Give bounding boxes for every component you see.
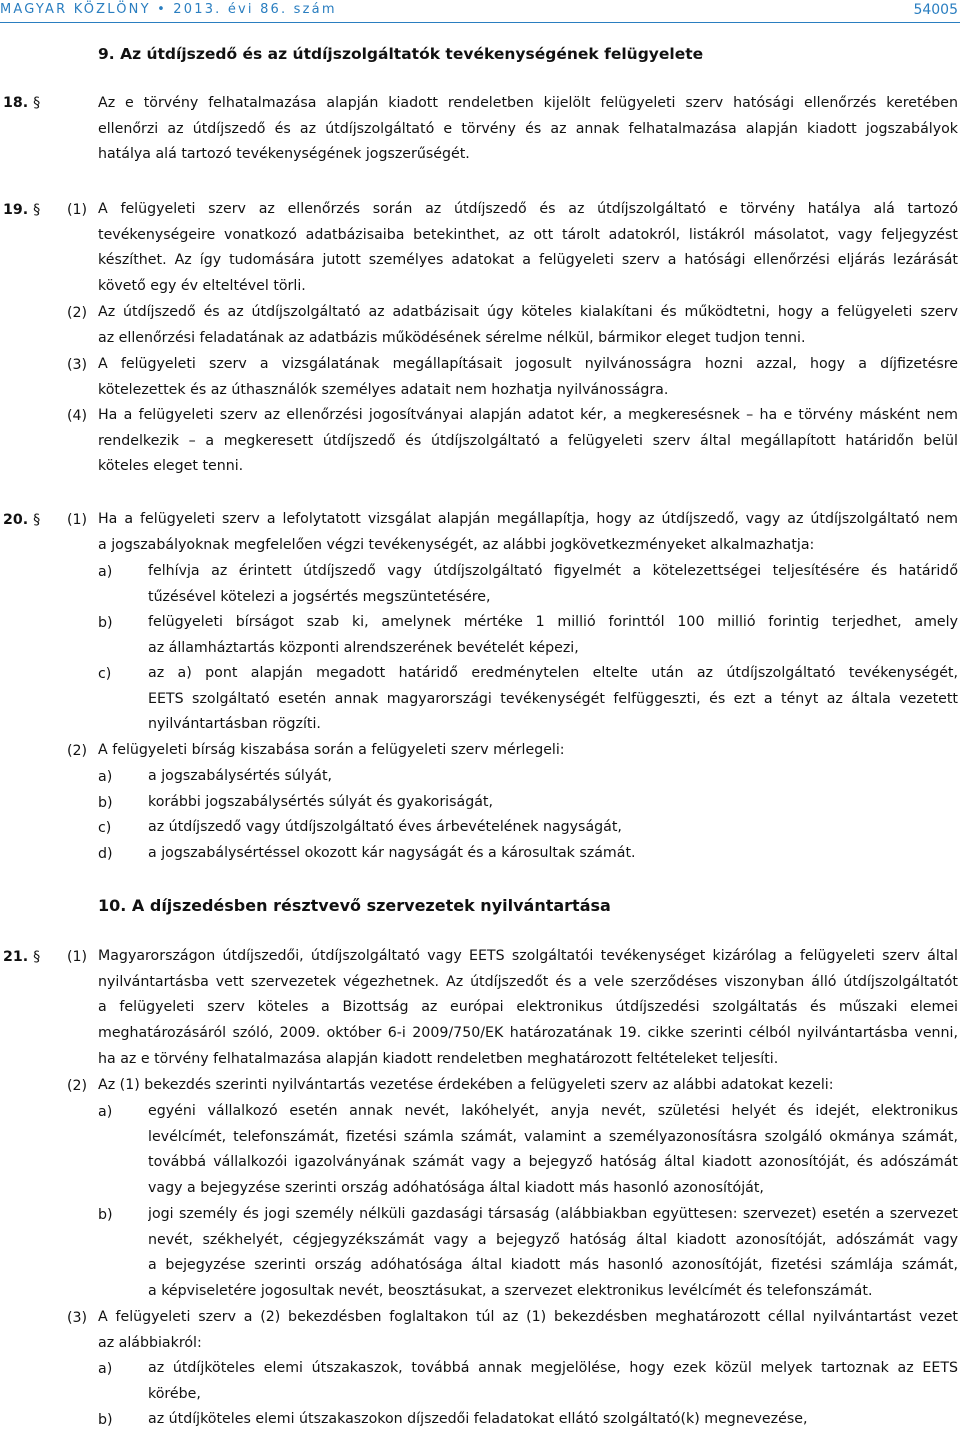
text-line: tevékenységeire vonatkozó adatbázisaiba betekinthet, az ott tárolt adatokról, listákról másolatot, vagy feljegyzést <box>98 226 958 243</box>
text-line: az útdíjszedő vagy útdíjszolgáltató éves árbevételének nagyságát, <box>148 819 622 835</box>
text-line: az ellenőrzési feladatának az adatbázis működésének sérelme nélkül, bármikor eleget tudjon tenni. <box>98 329 806 346</box>
section-20-item-b <box>148 610 958 661</box>
text-line: levélcímét, telefonszámát, fizetési számla számát, valamint a személyazonosításra szolgáló okmánya számát, <box>148 1128 958 1145</box>
item-label: b) <box>98 1412 113 1428</box>
item-label: a) <box>98 1361 113 1377</box>
section-21-item-b <box>148 1202 958 1305</box>
text-line: nevét, székhelyét, cégjegyzékszámát vagy a bejegyző hatóság által kiadott azonosítóját, adószámát vagy <box>148 1231 958 1248</box>
section-20-p2-item-c <box>148 815 958 841</box>
paragraph-number: (3) <box>67 357 88 373</box>
text-line: az útdíjköteles elemi útszakaszokon díjszedői feladatokat ellátó szolgáltató(k) megnevezése, <box>148 1411 808 1427</box>
text-line: Az útdíjszedő és az útdíjszolgáltató az adatbázisait úgy köteles kialakítani és működtetni, hogy a felügyeleti szerv <box>98 304 958 320</box>
text-line: az államháztartás központi alrendszerének bevételét képezi, <box>148 639 579 656</box>
text-line: készíthet. Az így tudomására jutott személyes adatokat a felügyeleti szerv a hatósági ellenőrzési eljárás lezárását <box>98 252 958 269</box>
text-line: az a) pont alapján megadott határidő eredménytelen eltelte után az útdíjszolgáltató tevékenységét, <box>148 665 958 681</box>
text-line: hatálya alá tartozó tevékenységének jogszerűségét. <box>98 146 470 163</box>
section-20-item-a <box>148 559 958 610</box>
item-label: a) <box>98 769 113 785</box>
section-21-paragraph-1 <box>98 944 958 1072</box>
paragraph-number: (1) <box>67 512 88 528</box>
item-label: a) <box>98 1104 113 1120</box>
text-line: a jogszabálysértés súlyát, <box>148 768 333 784</box>
paragraph-number: (1) <box>67 949 88 965</box>
text-line: Magyarországon útdíjszedői, útdíjszolgáltató vagy EETS szolgáltatói tevékenységet kizárólag a felügyeleti szerv által <box>98 948 958 964</box>
text-line: Ha a felügyeleti szerv az ellenőrzési jogosítványai alapján adatot kér, a megkeresésnek – ha e törvény másként nem <box>98 407 958 423</box>
item-label: a) <box>98 564 113 580</box>
section-19-paragraph-1 <box>98 197 958 300</box>
section-19-paragraph-4 <box>98 403 958 480</box>
header-publication: MAGYAR KÖZLÖNY • 2013. évi 86. szám <box>0 2 337 17</box>
text-line: meghatározásáról szóló, 2009. október 6-i 2009/750/EK határozatának 19. cikke szerinti célból nyilvántartásba venni, <box>98 1025 958 1042</box>
item-label: b) <box>98 795 113 811</box>
paragraph-number: (3) <box>67 1310 88 1326</box>
section-21-item-a <box>148 1099 958 1202</box>
item-label: c) <box>98 666 112 682</box>
chapter-9-title: 9. Az útdíjszedő és az útdíjszolgáltatók tevékenységének felügyelete <box>98 45 704 63</box>
item-label: c) <box>98 820 112 836</box>
section-20-p2-item-d <box>148 841 958 867</box>
text-line: ha az e törvény felhatalmazása alapján kiadott rendeletben meghatározott feltételeket teljesíti. <box>98 1050 779 1067</box>
text-line: a felügyeleti szerv köteles a Bizottság az európai elektronikus útdíjszedési szolgáltatás és műszaki elemei <box>98 999 958 1016</box>
section-18-number: 18. § <box>3 95 41 111</box>
text-line: ellenőrzi az útdíjszedő és az útdíjszolgáltató e törvény és az annak felhatalmazása alapján kiadott jogszabályok <box>98 120 958 137</box>
section-21-p3-item-b <box>148 1407 958 1433</box>
paragraph-number: (2) <box>67 305 88 321</box>
section-19-paragraph-2 <box>98 300 958 351</box>
text-line: a jogszabálysértéssel okozott kár nagyságát és a károsultak számát. <box>148 845 636 861</box>
text-line: A felügyeleti szerv a vizsgálatának megállapításait jogosult nyilvánosságra hozni azzal, hogy a díjfizetésre <box>98 356 958 372</box>
text-line: felhívja az érintett útdíjszedő vagy útdíjszolgáltató figyelmét a kötelezettségei teljesítésére és határidő <box>148 563 958 579</box>
text-line: továbbá vállalkozói igazolványának számát vagy a bejegyző hatóság által kiadott azonosítóját, és adószámát <box>148 1154 958 1171</box>
text-line: korábbi jogszabálysértés súlyát és gyakoriságát, <box>148 794 493 810</box>
section-21-paragraph-3 <box>98 1305 958 1356</box>
section-21-p3-item-a <box>148 1356 958 1407</box>
paragraph-number: (1) <box>67 202 88 218</box>
section-20-paragraph-1 <box>98 507 958 558</box>
text-line: jogi személy és jogi személy nélküli gazdasági társaság (alábbiakban együttesen: szervezet) esetén a szervezet <box>148 1206 958 1222</box>
header-rule <box>0 22 960 23</box>
section-21-number: 21. § <box>3 949 41 965</box>
text-line: Az e törvény felhatalmazása alapján kiadott rendeletben kijelölt felügyeleti szerv hatósági ellenőrzés keretében <box>98 95 958 111</box>
section-20-p2-item-b <box>148 790 958 816</box>
text-line: A felügyeleti bírság kiszabása során a felügyeleti szerv mérlegeli: <box>98 742 565 758</box>
text-line: a jogszabályoknak megfelelően végzi tevékenységét, az alábbi jogkövetkezményeket alkalmazhatja: <box>98 536 815 553</box>
text-line: kötelezettek és az úthasználók személyes adatait nem hozhatja nyilvánosságra. <box>98 381 669 398</box>
section-18-text <box>98 91 958 168</box>
text-line: körébe, <box>148 1385 201 1402</box>
paragraph-number: (2) <box>67 743 88 759</box>
text-line: EETS szolgáltató esetén annak magyarországi tevékenységét felfüggeszti, és ezt a tényt az általa vezetett <box>148 690 958 707</box>
section-20-p2-item-a <box>148 764 958 790</box>
section-19-number: 19. § <box>3 202 41 218</box>
text-line: rendelkezik – a megkeresett útdíjszedő és útdíjszolgáltató a felügyeleti szerv által megállapított határidőn belül <box>98 432 958 449</box>
text-line: tűzésével kötelezi a jogsértés megszüntetésére, <box>148 588 491 605</box>
section-21-paragraph-2 <box>98 1073 958 1099</box>
text-line: Ha a felügyeleti szerv a lefolytatott vizsgálat alapján megállapítja, hogy az útdíjszedő, vagy az útdíjszolgáltató nem <box>98 511 958 527</box>
text-line: felügyeleti bírságot szab ki, amelynek mértéke 1 millió forinttól 100 millió forintig terjedhet, amely <box>148 614 958 630</box>
text-line: nyilvántartásban rögzíti. <box>148 716 321 733</box>
chapter-10-title: 10. A díjszedésben résztvevő szervezetek nyilvántartása <box>98 896 611 915</box>
text-line: Az (1) bekezdés szerinti nyilvántartás vezetése érdekében a felügyeleti szerv az alábbi adatokat kezeli: <box>98 1077 834 1093</box>
item-label: b) <box>98 615 113 631</box>
text-line: köteles eleget tenni. <box>98 458 244 475</box>
page-number: 54005 <box>913 2 958 18</box>
text-line: a képviseletére jogosultak nevét, beosztásukat, a szervezet elektronikus levélcímét és telefonszámát. <box>148 1283 873 1300</box>
section-20-paragraph-2 <box>98 738 958 764</box>
section-20-item-c <box>148 661 958 738</box>
text-line: egyéni vállalkozó esetén annak nevét, lakóhelyét, anyja nevét, születési helyét és idejét, elektronikus <box>148 1103 958 1119</box>
text-line: A felügyeleti szerv az ellenőrzés során az útdíjszedő és az útdíjszolgáltató e törvény hatálya alá tartozó <box>98 201 958 217</box>
section-20-number: 20. § <box>3 512 41 528</box>
text-line: az útdíjköteles elemi útszakaszok, továbbá annak megjelölése, hogy ezek közül melyek tartoznak az EETS <box>148 1360 958 1376</box>
text-line: az alábbiakról: <box>98 1334 202 1351</box>
page-header <box>0 0 960 26</box>
text-line: a bejegyzése szerinti ország adóhatósága által kiadott más hasonló azonosítóját, fizetési számlája számát, <box>148 1257 958 1274</box>
paragraph-number: (4) <box>67 408 88 424</box>
section-19-paragraph-3 <box>98 352 958 403</box>
text-line: vagy a bejegyzése szerinti ország adóhatósága által kiadott más hasonló azonosítóját, <box>148 1180 764 1197</box>
item-label: d) <box>98 846 113 862</box>
text-line: nyilvántartásba vett szervezetek végezhetnek. Az útdíjszedőt és a vele szerződéses viszonyban álló útdíjszolgáltatót <box>98 973 958 990</box>
text-line: A felügyeleti szerv a (2) bekezdésben foglaltakon túl az (1) bekezdésben meghatározott céllal nyilvántartást vezet <box>98 1309 958 1325</box>
item-label: b) <box>98 1207 113 1223</box>
paragraph-number: (2) <box>67 1078 88 1094</box>
text-line: követő egy év elteltével törli. <box>98 278 306 295</box>
